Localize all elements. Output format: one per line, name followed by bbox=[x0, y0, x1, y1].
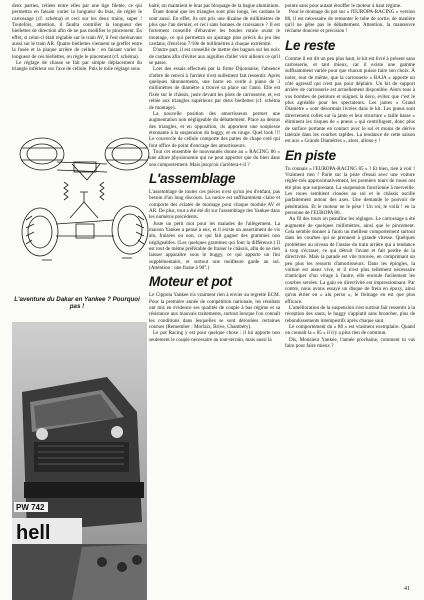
paragraph: Le pot Racing y est pour quelque chose : il lui apporte non seulement le couple nécessaire au tout-terrain, mais aussi la bbox=[149, 330, 280, 343]
section-heading: L'assemblage bbox=[149, 170, 236, 186]
paragraph: Tu connais « l'EUROPA-RACING 85 » ? Et bien, rien à voir ! Vraiment rien ! Parle sur la piste d'essai avec une voiture réglée très approximativement, les premiers tours de roues ont été plus que surprenant. La suspension fonctionne à merveille. Les roues semblent clouées au sol et le châssis oscille parfaitement autour des axes. Une demande le pouvoir de pénétration. Et le moteur ne le pèse ! Un roi, le voilà ! en la personne de l'EUROPA 86. bbox=[285, 165, 415, 216]
paragraph: Lors des essais effectués par la firme Dijonnaise, l'absence d'arbre de renvoi à l'arrière n'est nullement fait ressentir. Après quelques tâtonnements, une barre en corde à piano de 3 millimètres de diamètre a trouvé sa place sur l'auto. Elle est fixée sur le châssis, juste devant les plots de carrosserie, et, est reliée aux triangles supérieurs par deux biellettes (cf. schéma de montage). bbox=[149, 66, 280, 111]
paragraph: Au fil des tours on peaufine les réglages. Le carrossage a été augmenté de quelques millimètres, ainsi que le pincement. Cela semble donner à l'auto un meilleur comportement surtout dans les courbes qui se prennent à grande vitesse. Quelques problèmes au niveau de l'assise du train arrière qui a tendance à trop s'écraser, ce qui détruit l'avant et fait perdre de la directivité. Mais la parade est vite trouvée, en comprimant un peu plus les ressorts d'amortisseurs. Dans les épingles, la voiture est assez vive, et il n'est plus tellement nécessaire d'anticiper d'un virage à l'autre, elle enroule facilement les courbes serrées. La gain en directivité est impressionnant. Par contre, nous avons essayé un disque de frein en époxy, ainsi qu'un étrier en « alu perso », le freinage en est que plus efficace. bbox=[285, 216, 415, 305]
paragraph: Le comportement du « 86 » est vraiment exemplaire. Quand on connaît la « 85 » il n'y a plus rien de commun. bbox=[285, 324, 415, 337]
paragraph: Étant donné que les triangles sont plus longs, les cardans le sont aussi. En effet, ils ont pris une dizaine de millimètres de plus que l'an dernier, et ceci sans honnes de croissance ? Il est fortement conseillé d'ébavurer les boules rotule avant le montage, ce qui permettra un ajustage plus précis du jeu des cardans, d'environ 7/10e de millimètres à chaque extrémité. bbox=[149, 9, 280, 48]
paragraph: haité, on maintient le bras par bloquage de la bague aluminium. bbox=[149, 3, 280, 9]
figure-caption: L'aventure du Dakar en Yankee ? Pourquoi pas ! bbox=[14, 296, 140, 311]
text-column-1 bbox=[12, 3, 142, 73]
paragraph: Dis, Monsieur Yankée, l'année prochaine, comment tu vas faire pour faire mieux ? bbox=[285, 336, 415, 350]
section-heading: Moteur et pot bbox=[149, 274, 232, 290]
suspension-schematic-drawing bbox=[12, 132, 156, 292]
paragraph: deux parties, reliées entre elles par une tige filetée, ce qui permettra en faisant varier la longueur du bras, de régler le carrossage (cf. schéma) et ceci sur les deux trains, super ! Toutefois, attention, il faudra contrôler la longueur des biellettes de direction afin de ne pas modifier le pincement. En effet, si celui-ci était réglable sur le train AV, il l'est dorénavant aussi sur le train AR. Quatre biellettes viennent se greffer entre la fusée et la plaque arrière de cellule : en faisant varier la longueur de ces biellettes, on règle le pincement (cf. schéma). bbox=[12, 3, 142, 60]
schematic-drawing-icon bbox=[12, 132, 156, 292]
paragraph: Tout cet ensemble de nouveautés donne au « RACING 86 » une allure physionomie qui ne peut apporter que du bien dans son comportement. Mais jusqu'où s'arrêtera-t-il ? bbox=[149, 148, 280, 168]
text-column-3 bbox=[285, 3, 415, 350]
paragraph: L'assemblage de toutes ces pièces n'est qu'un jeu d'enfant, pas besoin d'un long discours. La notice est suffisamment claire et comporte des éclatés de montage pour chaque module AV et AR. De plus, tout a été été dit sur l'assemblage des Yankee dans les numéros précédents. bbox=[149, 188, 280, 221]
paragraph: La nouvelle position des amortisseurs permet une augmentation non négligeable du débattement. Placé au dessus des triangles, et en opposition, ils apportent une souplesse étonnante à la suspension du buggy, et en rouge. Quel look !!! Le couvercle de cellule comporte des pattes de chape coté qui font office de point d'encrage des amortisseurs. bbox=[149, 110, 280, 149]
section-heading: Le reste bbox=[285, 37, 336, 53]
paragraph: Juste un petit mot pour les malades de l'allègement. La maison Yankee a pensé à eux, et il existe un assortiment de vis alu, fraisées ou non, ce qui fait gagner des grammes non négligeables. (Les quelques grammes qui font la différence.) Il est tout de même préférable de fraiser le châssis, afin de ne rien laisser apparaître sous le buggy, ce qui apporte un fini supplémentaire, et surtout une meilleure garde au sol. (Attention : une fraise à 90°.) bbox=[149, 220, 280, 272]
plate-text: PW 742 bbox=[16, 503, 45, 512]
paragraph: L'amélioration de la suspension s'est surtout fait ressentir à la réception des sauts, le buggy s'applatit sans broncher, plus de rebondissements intempestifs après chaque saut. bbox=[285, 305, 415, 324]
page-number: 41 bbox=[404, 586, 410, 592]
paragraph: Comme il est dit un peu plus haut, le kit est livré à présent sans carrosserie, et tant mieux, car il existe une gamme suffisamment variée pour que chacun puisse faire son choix. À noter, tout de même, que la carrosserie « BAJA » apporte un côté agressif qui n'est pas pour déplaire. Un kit de support arrière de carrosserie est actuellement disponible. Alors tous à vos bombes de peinture et soignez la déco, évitez que c'est le plus agréable pour les spectateurs. Les jantes « Grand Diamètre » sont désormais livrées dans le kit. Les pneus sont directement collés sur la jante et leur structure « taille basse » éliminera les risques de « pneus » qui centrifugent, donc plus de surface portante en contact avec le sol et moins de dérive latérale dans les courbes rapides. La tendance de cette saison est aux « Grands Diamètres », alors, allons-y ! bbox=[285, 55, 415, 145]
paragraph: D'autre part, il est conseillé de mettre des bagues sur les noix de cardans afin d'éviter aux aiguilles d'aller voir ailleurs ce qu'il se passe. bbox=[149, 47, 280, 67]
paragraph: Le réglage de chasse se fait par simple déplacement du triangle inférieur sur l'axe de cellule. Puis le toile réglage sous bbox=[12, 60, 142, 73]
truck-photo-icon bbox=[12, 322, 147, 600]
text-column-2 bbox=[149, 3, 280, 343]
paragraph: pointe sans pour autant étouffer le moteur à haut régime. bbox=[285, 3, 402, 9]
rally-truck-photo bbox=[12, 322, 147, 600]
logo-text: hell bbox=[16, 522, 51, 544]
section-heading: En piste bbox=[285, 147, 336, 163]
paragraph: Pour le montage du pot sur « l'EUROPA-RACING » version 86, il est nécessaire de remonter le tube de sortie, de manière qu'il ne gêne pas le débattement. Attention, la manœuvre réclame douceur et précision ! bbox=[285, 9, 415, 35]
paragraph: Le Cippola Yankee n'a vraiment rien à envier au regretté ECM. Pour la première année de compétition nationale, les résultats ont mis en évidence ses qualités de couple à bas régime et sa résistance aux mauvais traitements, surtout lorsque l'on connaît les conditions dans lesquelles se sont déroulées certaines courses (Remember : Morlaix, Brive, Chambéry). bbox=[149, 292, 280, 331]
